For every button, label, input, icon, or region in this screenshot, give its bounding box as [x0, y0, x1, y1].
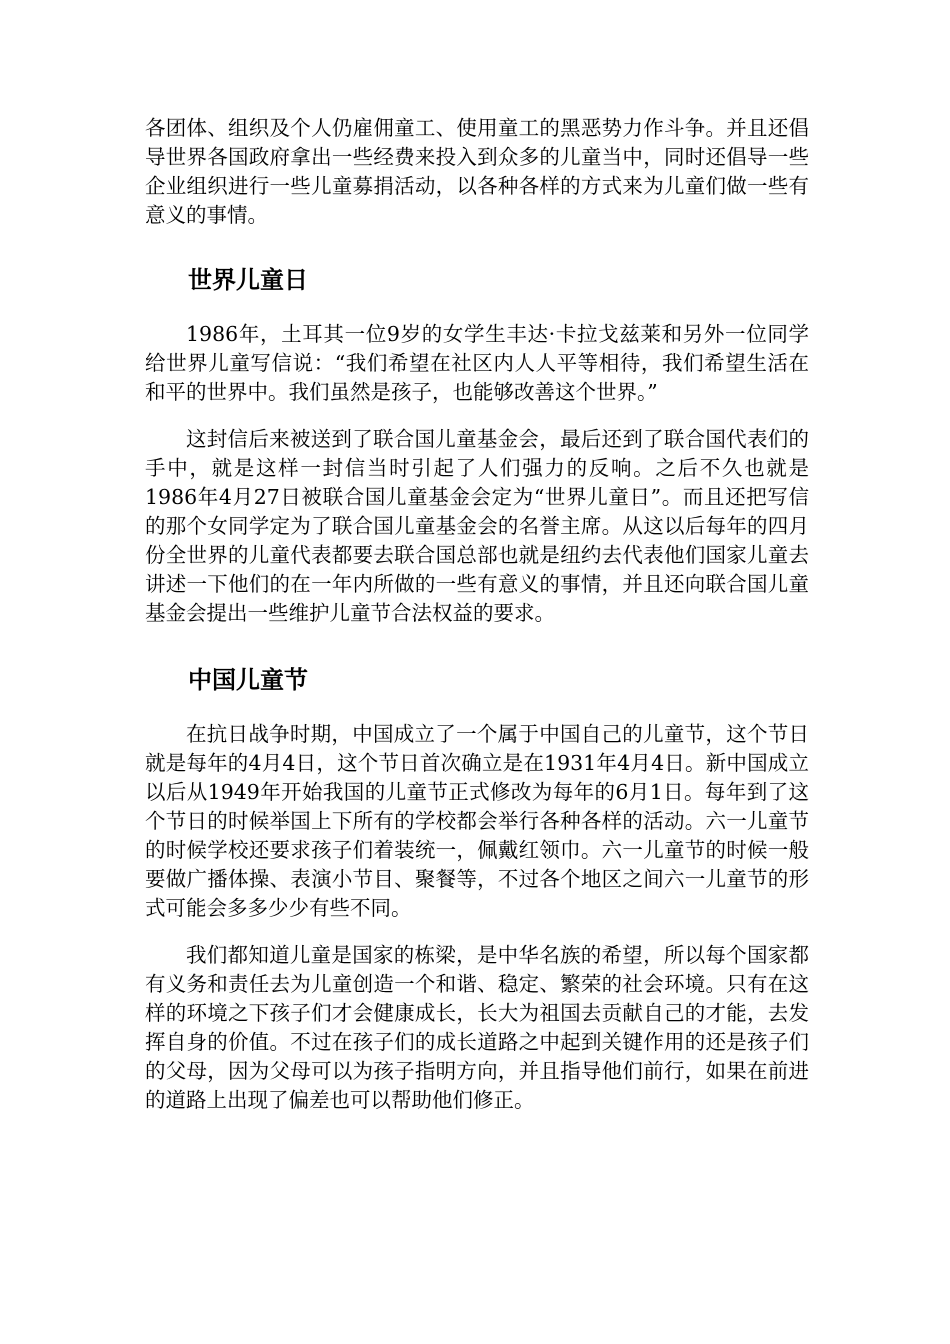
world-paragraph-2: 这封信后来被送到了联合国儿童基金会，最后还到了联合国代表们的手中，就是这样一封信当时引起了人们强力的反响。之后不久也就是1986年4月27日被联合国儿童基金会定为“世界儿童日”。而且还把写信的那个女同学定为了联合国儿童基金会的名誉主席。从这以后每年的四月份全世界的儿童代表都要去联合国总部也就是纽约去代表他们国家儿童去讲述一下他们的在一年内所做的一些有意义的事情，并且还向联合国儿童基金会提出一些维护儿童节合法权益的要求。	[145, 427, 809, 625]
document-page	[145, 114, 809, 1115]
china-paragraph-1: 在抗日战争时期，中国成立了一个属于中国自己的儿童节，这个节日就是每年的4月4日，这个节日首次确立是在1931年4月4日。新中国成立以后从1949年开始我国的儿童节正式修改为每年的6月1日。每年到了这个节日的时候举国上下所有的学校都会举行各种各样的活动。六一儿童节的时候学校还要求孩子们着装统一，佩戴红领巾。六一儿童节的时候一般要做广播体操、表演小节目、聚餐等，不过各个地区之间六一儿童节的形式可能会多多少少有些不同。	[145, 722, 809, 920]
china-paragraph-2: 我们都知道儿童是国家的栋梁，是中华名族的希望，所以每个国家都有义务和责任去为儿童创造一个和谐、稳定、繁荣的社会环境。只有在这样的环境之下孩子们才会健康成长，长大为祖国去贡献自己的才能，去发挥自身的价值。不过在孩子们的成长道路之中起到关键作用的还是孩子们的父母，因为父母可以为孩子指明方向，并且指导他们前行，如果在前进的道路上出现了偏差也可以帮助他们修正。	[145, 943, 809, 1112]
world-paragraph-1: 1986年，土耳其一位9岁的女学生丰达·卡拉戈兹莱和另外一位同学给世界儿童写信说：“我们希望在社区内人人平等相待，我们希望生活在和平的世界中。我们虽然是孩子，也能够改善这个世界。”	[145, 322, 809, 404]
heading-china-children-day: 中国儿童节	[188, 666, 308, 694]
intro-paragraph: 各团体、组织及个人仍雇佣童工、使用童工的黑恶势力作斗争。并且还倡导世界各国政府拿出一些经费来投入到众多的儿童当中，同时还倡导一些企业组织进行一些儿童募捐活动，以各种各样的方式来为儿童们做一些有意义的事情。	[145, 116, 809, 227]
heading-world-children-day: 世界儿童日	[188, 266, 308, 294]
